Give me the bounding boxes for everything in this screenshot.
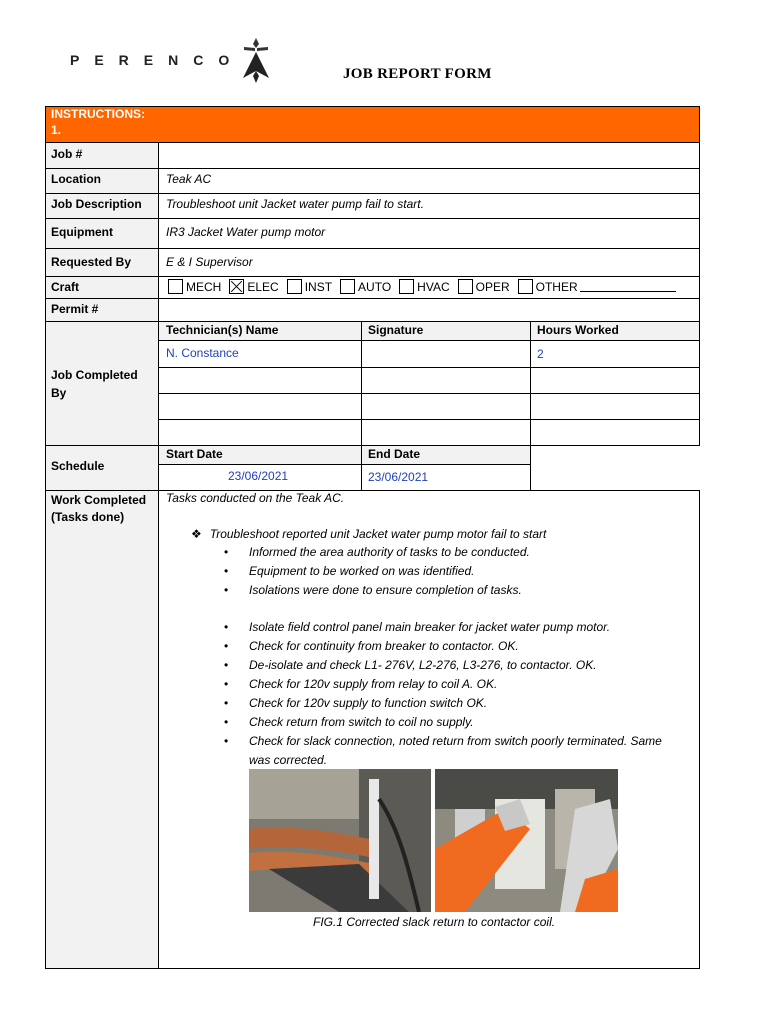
instructions-item: 1. [51, 123, 62, 137]
list-item: • Check for 120v supply to function switch OK. [228, 694, 678, 713]
equipment-value: IR3 Jacket Water pump motor [166, 225, 326, 239]
work-completed-label-line1: Work Completed [51, 493, 147, 507]
list-item: • Check for 120v supply from relay to coil A. OK. [228, 675, 678, 694]
figure-caption: FIG.1 Corrected slack return to contactor coil. [313, 915, 556, 929]
list-item: • Check return from switch to coil no supply. [228, 713, 678, 732]
craft-option-label: HVAC [417, 279, 450, 294]
permit-label: Permit # [51, 302, 99, 316]
craft-checkbox-oper[interactable] [458, 279, 473, 294]
craft-other-blank[interactable] [580, 281, 676, 292]
list-item: • Equipment to be worked on was identified. [228, 562, 678, 581]
form-title: JOB REPORT FORM [343, 66, 492, 82]
craft-checkbox-auto[interactable] [340, 279, 355, 294]
end-date-header: End Date [368, 447, 421, 461]
craft-option-label: OTHER [535, 279, 578, 294]
craft-options [166, 279, 676, 294]
hours-worked-header: Hours Worked [537, 323, 619, 337]
work-heading-text: Troubleshoot reported unit Jacket water pump motor fail to start [209, 527, 547, 541]
list-item: • Isolations were done to ensure completion of tasks. [228, 581, 678, 600]
diamond-bullet-icon: ❖ [191, 527, 202, 541]
start-date-value: 23/06/2021 [228, 469, 289, 483]
technician-name-value: N. Constance [166, 346, 239, 360]
technician-name-header: Technician(s) Name [166, 323, 279, 337]
list-item: • Check for continuity from breaker to contactor. OK. [228, 637, 678, 656]
requested-by-value: E & I Supervisor [166, 255, 253, 269]
equipment-label: Equipment [51, 225, 113, 239]
job-completed-label: Job Completed By [51, 368, 138, 400]
photo-cable-termination [249, 769, 431, 912]
craft-option-label: AUTO [358, 279, 392, 294]
craft-checkbox-hvac[interactable] [399, 279, 414, 294]
start-date-header: Start Date [166, 447, 223, 461]
work-completed-label [51, 492, 146, 526]
craft-checkbox-inst[interactable] [287, 279, 302, 294]
requested-by-label: Requested By [51, 255, 132, 269]
list-item: • Informed the area authority of tasks to be conducted. [228, 543, 678, 562]
job-number-label: Job # [51, 147, 83, 161]
craft-option-label: INST [304, 279, 333, 294]
list-item: • De-isolate and check L1- 276V, L2-276, L3-276, to contactor. OK. [228, 656, 678, 675]
work-heading [191, 525, 546, 544]
list-item: • Isolate field control panel main breaker for jacket water pump motor. [228, 618, 678, 637]
work-completed-label-line2: (Tasks done) [51, 510, 125, 524]
craft-checkbox-other[interactable] [518, 279, 533, 294]
location-label: Location [51, 172, 101, 186]
craft-label: Craft [51, 280, 80, 294]
list-item: • Check for slack connection, noted return from switch poorly terminated. Same was corrected. [228, 732, 678, 770]
signature-header: Signature [368, 323, 424, 337]
craft-option-label: MECH [186, 279, 222, 294]
location-value: Teak AC [166, 172, 212, 186]
photo-contactor-coil [435, 769, 618, 912]
hours-worked-value: 2 [537, 347, 544, 361]
job-description-label: Job Description [51, 197, 142, 211]
logo-text: PERENCO [70, 52, 245, 68]
craft-option-label: ELEC [247, 279, 279, 294]
instructions-label: INSTRUCTIONS: [51, 107, 145, 121]
craft-checkbox-mech[interactable] [168, 279, 183, 294]
craft-option-label: OPER [475, 279, 510, 294]
job-description-value: Troubleshoot unit Jacket water pump fail to start. [166, 197, 424, 211]
craft-checkbox-elec[interactable] [229, 279, 244, 294]
schedule-label: Schedule [51, 459, 105, 473]
work-intro: Tasks conducted on the Teak AC. [166, 491, 345, 505]
end-date-value: 23/06/2021 [368, 470, 429, 484]
